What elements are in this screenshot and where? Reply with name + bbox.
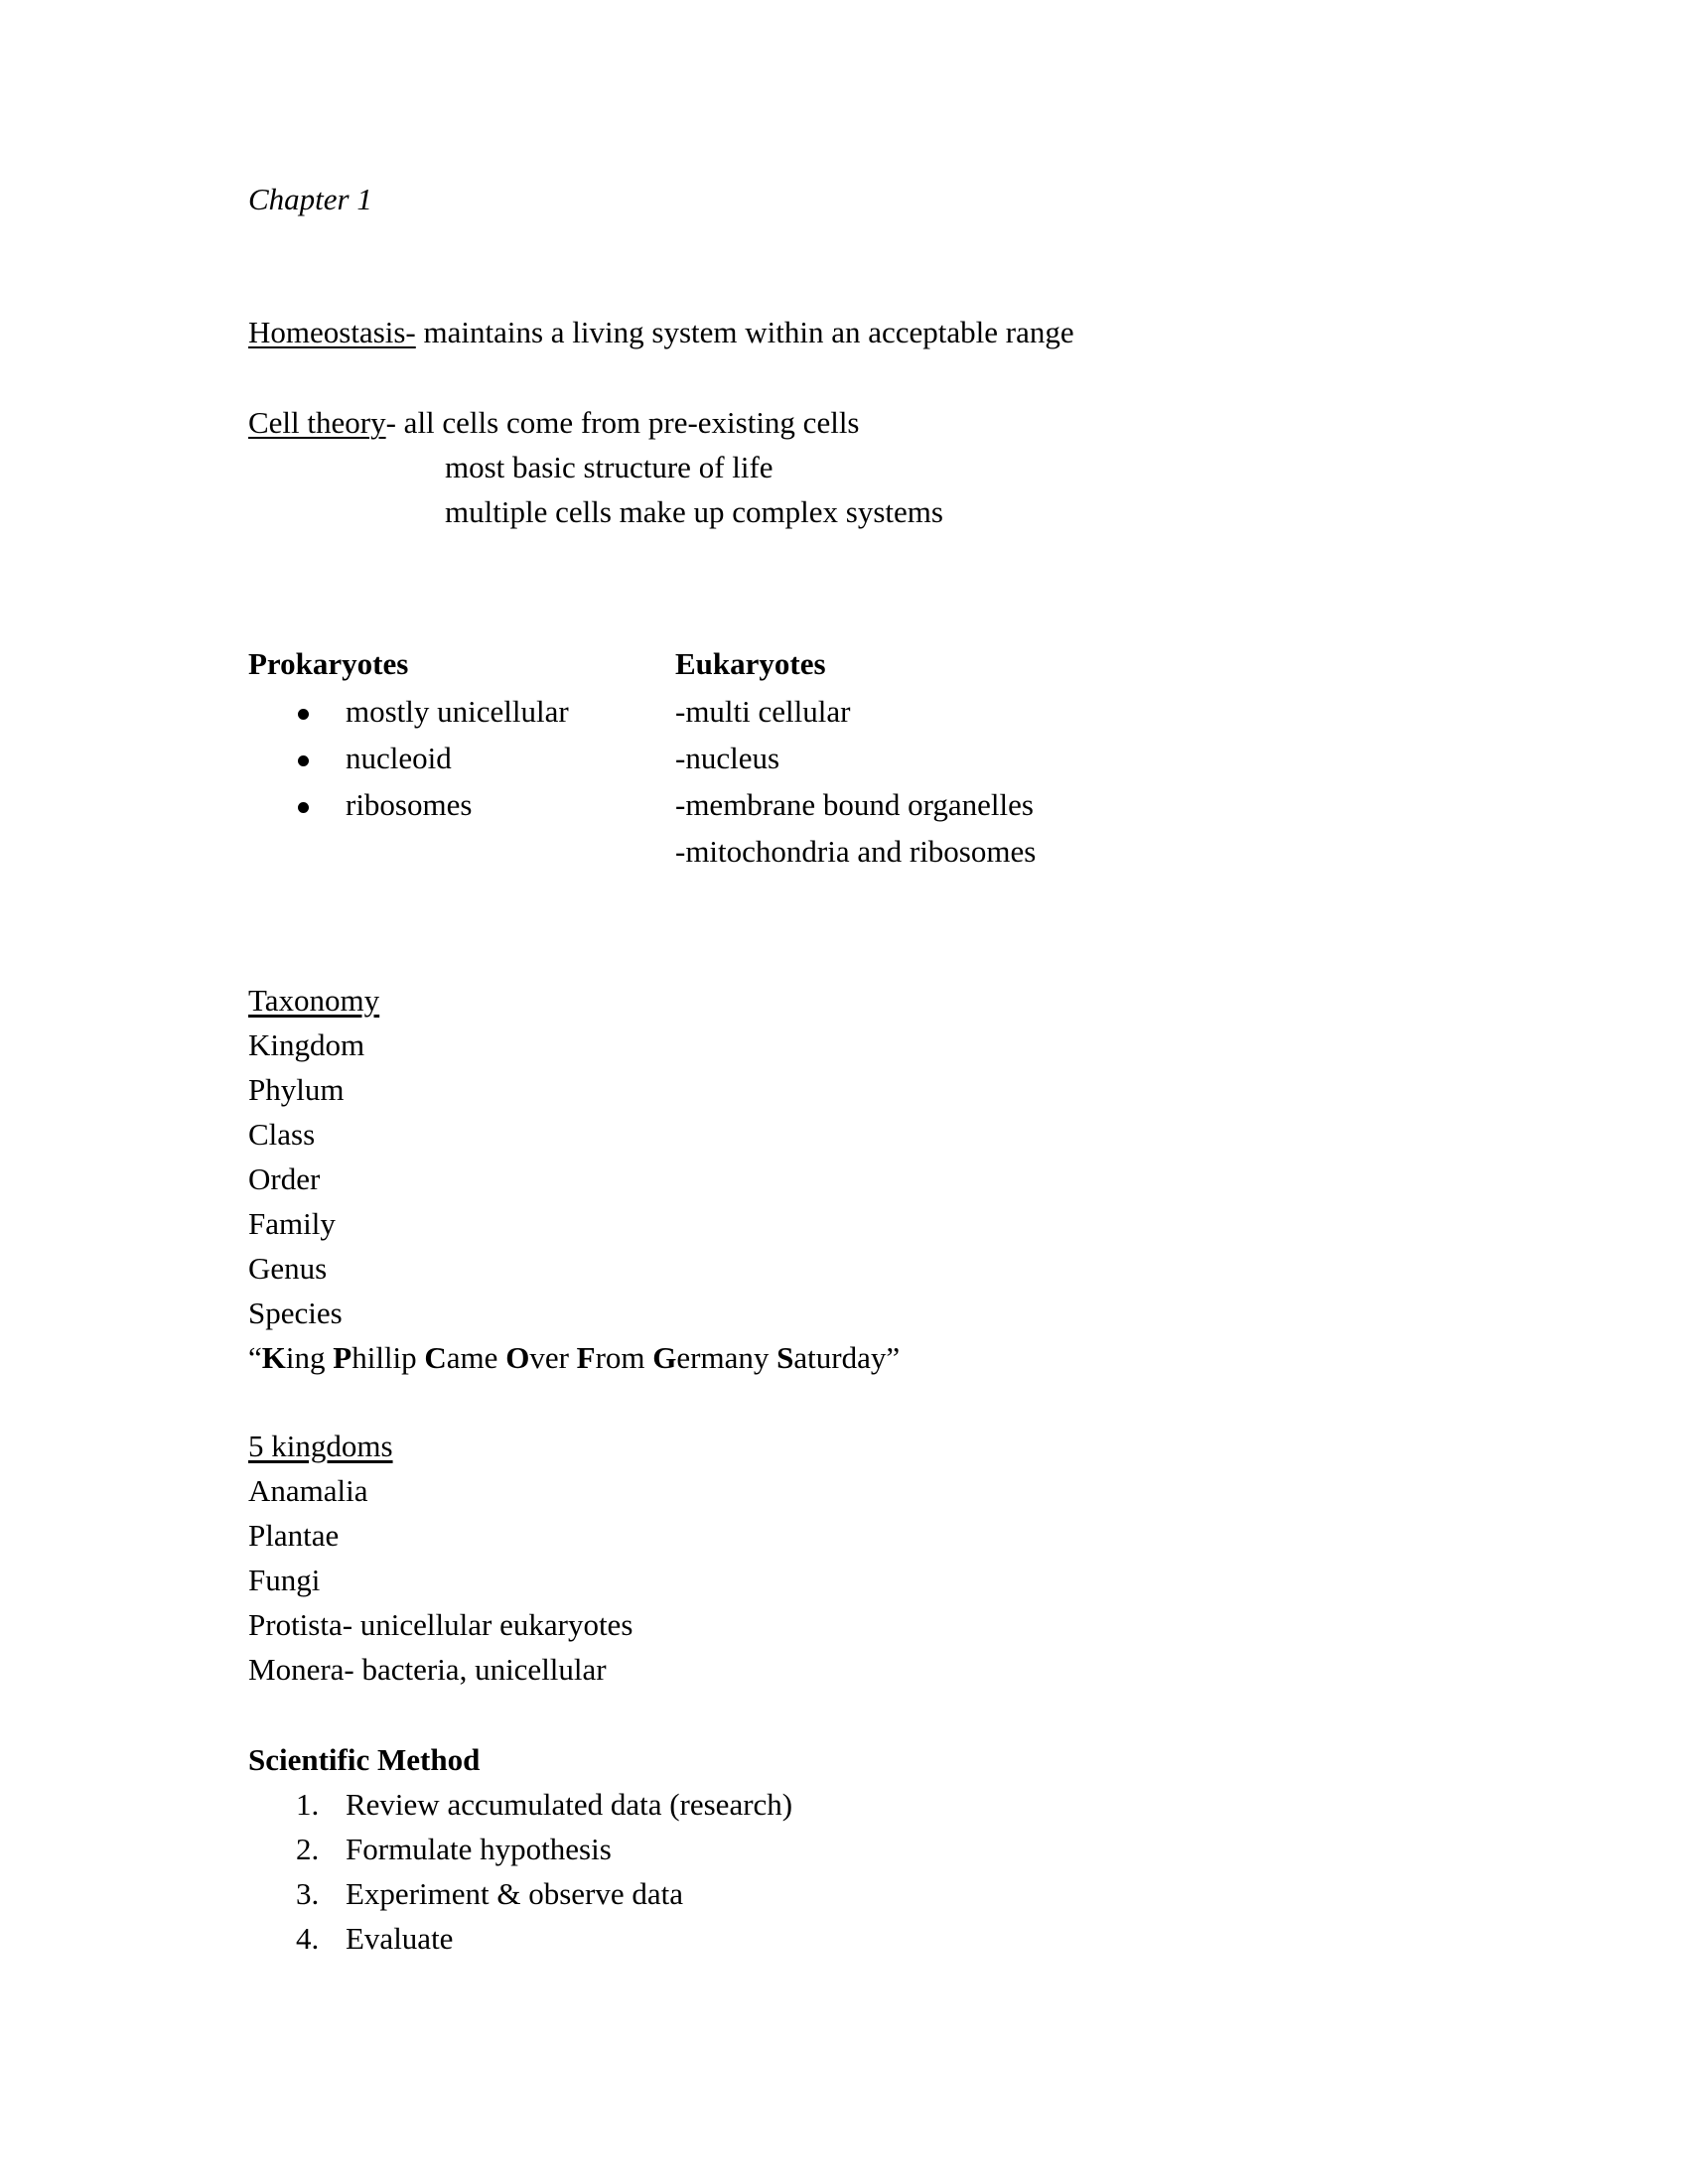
list-item: Kingdom <box>248 1027 365 1062</box>
scientific-method-heading: Scientific Method <box>248 1742 481 1777</box>
kingdoms-list <box>248 1468 1519 1692</box>
scientific-method-section <box>248 1737 1519 1961</box>
mnemonic-rest: ing <box>285 1340 326 1375</box>
spacer <box>248 354 1519 400</box>
list-item: Class <box>248 1117 316 1152</box>
mnemonic-initial: F <box>576 1340 596 1375</box>
kingdoms-heading-wrap <box>248 1424 1519 1468</box>
list-item: Phylum <box>248 1072 345 1107</box>
list-item: Monera- bacteria, unicellular <box>248 1652 607 1687</box>
spacer <box>248 875 1519 978</box>
cell-theory-note-1: most basic structure of life <box>445 450 774 484</box>
taxonomy-section <box>248 978 1519 1380</box>
page-title: Chapter 1 <box>248 182 372 216</box>
definition-homeostasis <box>248 310 1519 354</box>
taxonomy-mnemonic <box>248 1335 1519 1380</box>
eukaryotes-heading: Eukaryotes <box>675 646 826 681</box>
mnemonic-initial: O <box>505 1340 530 1375</box>
prokaryote-eukaryote-comparison <box>248 641 1519 875</box>
mnemonic-rest: ermany <box>676 1340 770 1375</box>
list-item: Protista- unicellular eukaryotes <box>248 1607 633 1642</box>
list-item: Genus <box>248 1251 328 1286</box>
mnemonic-initial: C <box>424 1340 447 1375</box>
mnemonic-initial: S <box>776 1340 794 1375</box>
definition-cell-theory <box>248 400 1519 445</box>
taxonomy-rank-list <box>248 1023 1519 1335</box>
kingdoms-heading: 5 kingdoms <box>248 1429 393 1463</box>
list-item: -multi cellular <box>675 694 851 729</box>
definition-homeostasis-text: maintains a living system within an acceptable range <box>415 315 1074 349</box>
scientific-method-steps <box>248 1782 1519 1961</box>
spacer <box>248 1692 1519 1737</box>
taxonomy-heading-wrap <box>248 978 1519 1023</box>
list-item: Evaluate <box>346 1921 454 1956</box>
mnemonic-rest: aturday <box>793 1340 887 1375</box>
term-cell-theory: Cell theory <box>248 405 386 440</box>
mnemonic-initial: K <box>261 1340 286 1375</box>
list-item: -membrane bound organelles <box>675 787 1034 822</box>
list-item: Experiment & observe data <box>346 1876 684 1911</box>
prokaryotes-column <box>248 641 675 828</box>
list-item: -nucleus <box>675 741 780 775</box>
mnemonic-initial: P <box>333 1340 352 1375</box>
spacer <box>248 534 1519 641</box>
list-item: ribosomes <box>248 781 675 828</box>
quote-close: ” <box>886 1340 901 1375</box>
taxonomy-heading: Taxonomy <box>248 983 380 1018</box>
mnemonic-initial: G <box>652 1340 677 1375</box>
list-item: mostly unicellular <box>248 688 675 735</box>
mnemonic-rest: ame <box>446 1340 498 1375</box>
list-item: Fungi <box>248 1563 321 1597</box>
eukaryotes-column <box>675 641 1519 875</box>
mnemonic-rest: rom <box>595 1340 645 1375</box>
kingdoms-section <box>248 1424 1519 1692</box>
list-item: -mitochondria and ribosomes <box>675 834 1037 869</box>
list-item: Species <box>248 1296 343 1330</box>
cell-theory-note-2: multiple cells make up complex systems <box>445 494 943 529</box>
definition-cell-theory-text: - all cells come from pre-existing cells <box>385 405 860 440</box>
spacer <box>248 214 1519 310</box>
list-item: Order <box>248 1161 321 1196</box>
list-item: Formulate hypothesis <box>346 1832 612 1866</box>
prokaryotes-list <box>248 688 675 828</box>
prokaryotes-heading: Prokaryotes <box>248 646 409 681</box>
list-item: nucleoid <box>248 735 675 781</box>
list-item: Review accumulated data (research) <box>346 1787 793 1822</box>
term-homeostasis: Homeostasis- <box>248 315 416 349</box>
spacer <box>248 1380 1519 1424</box>
list-item: Anamalia <box>248 1473 368 1508</box>
quote-open: “ <box>248 1340 262 1375</box>
list-item: Family <box>248 1206 336 1241</box>
mnemonic-rest: hillip <box>352 1340 417 1375</box>
mnemonic-rest: ver <box>529 1340 569 1375</box>
list-item: Plantae <box>248 1518 340 1553</box>
